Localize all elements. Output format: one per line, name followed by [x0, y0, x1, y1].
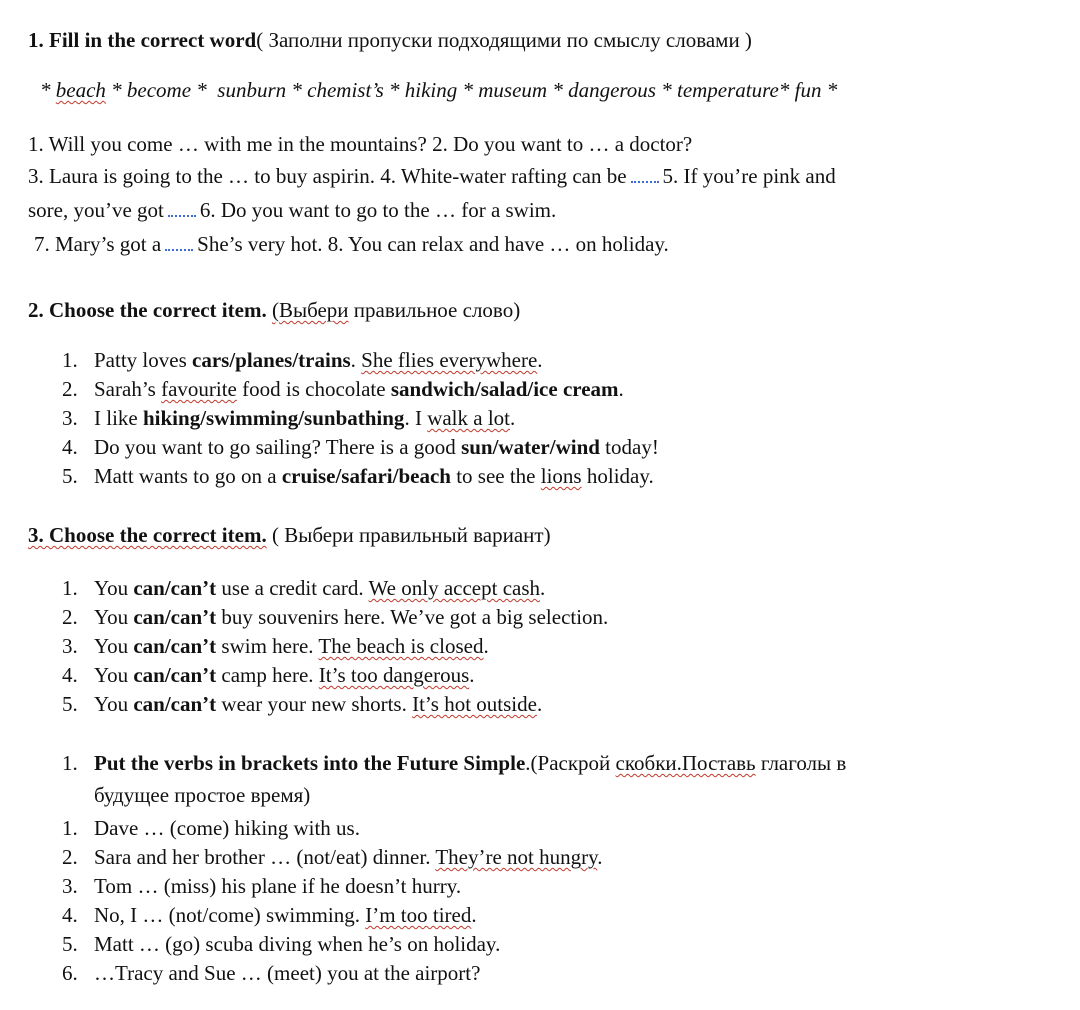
item-text: today! — [599, 435, 659, 459]
item-text: …Tracy and Sue … (meet) you at the airport? — [94, 961, 481, 985]
item-text: . — [540, 576, 546, 600]
item-text: . — [483, 634, 489, 658]
section2-title-paren: ( — [271, 298, 279, 322]
item-number: 2. — [62, 605, 78, 629]
item-options: can/can’t — [133, 576, 217, 600]
item-text: Matt wants to go on a — [94, 464, 282, 488]
word-bank-item: museum — [478, 78, 548, 102]
item-text: favourite — [161, 377, 237, 401]
list-item — [62, 690, 542, 718]
list-item — [62, 872, 461, 900]
item-text: You — [94, 576, 134, 600]
section3-title — [28, 521, 551, 549]
word-bank-item: chemist’s — [307, 78, 384, 102]
item-number: 4. — [62, 903, 78, 927]
list-item — [62, 661, 475, 689]
item-text: camp here. — [216, 663, 319, 687]
item-text: swim here. — [216, 634, 319, 658]
section3-title-bold: 3. Choose the correct item. — [28, 523, 267, 547]
section1-title — [28, 26, 752, 54]
list-item — [62, 346, 543, 374]
item-text: She flies everywhere — [361, 348, 538, 372]
item-text: I’m too tired — [365, 903, 472, 927]
list-item — [62, 930, 500, 958]
word-bank-item: fun — [794, 78, 822, 102]
item-number: 1. — [62, 348, 78, 372]
list-item — [62, 375, 624, 403]
section1-line-1 — [28, 130, 1038, 158]
item-number: 6. — [62, 961, 78, 985]
item-number: 2. — [62, 377, 78, 401]
item-text: walk a lot — [427, 406, 510, 430]
section4-title-rest: глаголы в — [755, 751, 847, 775]
item-text: You — [94, 605, 134, 629]
list-item — [62, 814, 360, 842]
item-text: I like — [94, 406, 143, 430]
section2-title — [28, 296, 520, 324]
item-text: The beach is closed — [318, 634, 484, 658]
item-text: . — [536, 692, 543, 716]
item-text: . — [350, 348, 362, 372]
item-number: 3. — [62, 874, 78, 898]
item-text: Do you want to go sailing? There is a good — [94, 435, 462, 459]
item-text: It’s hot outside — [412, 692, 537, 716]
item-options: can/can’t — [133, 605, 217, 629]
item-text: . — [510, 406, 516, 430]
section1-text: 6. Do you want to go to the … for a swim. — [199, 198, 557, 222]
section1-text: sore, you’ve got — [28, 198, 164, 222]
item-text: They’re not hungry — [435, 845, 598, 869]
blank-gap — [168, 207, 196, 217]
item-text: Sara and her brother … (not/eat) dinner. — [94, 845, 436, 869]
section4-title-rest: .(Раскрой — [525, 751, 616, 775]
item-text: You — [94, 692, 134, 716]
word-bank-item: sunburn — [217, 78, 287, 102]
item-text: You — [94, 663, 134, 687]
list-item — [62, 632, 489, 660]
list-item — [62, 603, 608, 631]
list-item — [62, 433, 659, 461]
word-bank: * beach * become * sunburn * chemist’s * hiking * museum * dangerous * temperature* fun * — [40, 78, 838, 102]
item-options: cruise/safari/beach — [281, 464, 451, 488]
item-text: to see the — [450, 464, 541, 488]
section2-title-bold: 2. Choose the correct item. — [28, 298, 267, 322]
item-number: 4. — [62, 663, 78, 687]
item-text: No, I … (not/come) swimming. — [94, 903, 366, 927]
section4-title — [62, 749, 846, 777]
section4-title-wavy: скобки.Поставь — [615, 751, 756, 775]
item-text: . — [469, 663, 475, 687]
word-bank-item: beach — [55, 78, 106, 102]
item-number: 1. — [62, 751, 78, 775]
list-item — [62, 901, 477, 929]
section1-text: 7. Mary’s got a — [34, 232, 162, 256]
item-number: 5. — [62, 464, 78, 488]
section1-text: 1. Will you come … with me in the mountains? 2. Do you want to … a doctor? — [28, 132, 693, 156]
word-bank-item: become — [126, 78, 192, 102]
item-text: . — [537, 348, 543, 372]
item-options: can/can’t — [133, 634, 217, 658]
item-number: 1. — [62, 576, 78, 600]
item-number: 5. — [62, 932, 78, 956]
list-item — [62, 404, 515, 432]
section2-title-rest: правильное слово) — [353, 298, 521, 322]
item-number: 4. — [62, 435, 78, 459]
section1-line-3 — [28, 196, 1038, 224]
item-options: sandwich/salad/ice cream — [390, 377, 619, 401]
word-bank-item: dangerous — [568, 78, 656, 102]
item-text: Matt … (go) scuba diving when he’s on holiday. — [94, 932, 501, 956]
item-text: You — [94, 634, 134, 658]
item-number: 5. — [62, 692, 78, 716]
item-number: 1. — [62, 816, 78, 840]
item-text: . I — [404, 406, 428, 430]
item-options: hiking/swimming/sunbathing — [142, 406, 405, 430]
item-text: food is chocolate — [236, 377, 391, 401]
section1-text: She’s very hot. 8. You can relax and have … on holiday. — [197, 232, 669, 256]
item-number: 2. — [62, 845, 78, 869]
section1-text: 5. If you’re pink and — [662, 164, 836, 188]
list-item — [62, 843, 603, 871]
item-options: cars/planes/trains — [192, 348, 351, 372]
list-item — [62, 574, 545, 602]
section4-title-bold: Put the verbs in brackets into the Future Simple — [94, 751, 526, 775]
item-text: use a credit card. — [216, 576, 369, 600]
section1-line-4 — [34, 230, 1044, 258]
item-text: holiday. — [581, 464, 654, 488]
item-number: 3. — [62, 406, 78, 430]
item-text: lions — [540, 464, 582, 488]
section1-text: 3. Laura is going to the … to buy aspirin. 4. White-water rafting can be — [28, 164, 627, 188]
section1-title-rest: ( Заполни пропуски подходящими по смыслу словами ) — [256, 28, 752, 52]
item-text: Patty loves — [94, 348, 192, 372]
item-text: Dave … (come) hiking with us. — [94, 816, 360, 840]
section1-title-bold: 1. Fill in the correct word — [28, 28, 257, 52]
item-text: . — [471, 903, 477, 927]
item-text: . — [618, 377, 624, 401]
item-options: can/can’t — [133, 692, 217, 716]
item-text: buy souvenirs here. We’ve got a big selection. — [216, 605, 609, 629]
section1-line-2 — [28, 162, 1038, 190]
item-number: 3. — [62, 634, 78, 658]
list-item — [62, 959, 480, 987]
word-bank-item: hiking — [404, 78, 458, 102]
section3-title-rest: ( Выбери правильный вариант) — [266, 523, 551, 547]
item-text: It’s too dangerous — [318, 663, 470, 687]
item-options: sun/water/wind — [461, 435, 600, 459]
section2-title-word: Выбери — [278, 298, 349, 322]
item-text: . — [597, 845, 603, 869]
item-text: wear your new shorts. — [216, 692, 413, 716]
blank-gap — [165, 241, 193, 251]
word-bank-item: temperature — [676, 78, 779, 102]
item-text: Sarah’s — [94, 377, 162, 401]
item-text: Tom … (miss) his plane if he doesn’t hurry. — [94, 874, 462, 898]
item-text: We only accept cash — [368, 576, 541, 600]
section4-title-line2: будущее простое время) — [94, 783, 311, 807]
item-options: can/can’t — [133, 663, 217, 687]
blank-gap — [631, 173, 659, 183]
list-item — [62, 462, 654, 490]
